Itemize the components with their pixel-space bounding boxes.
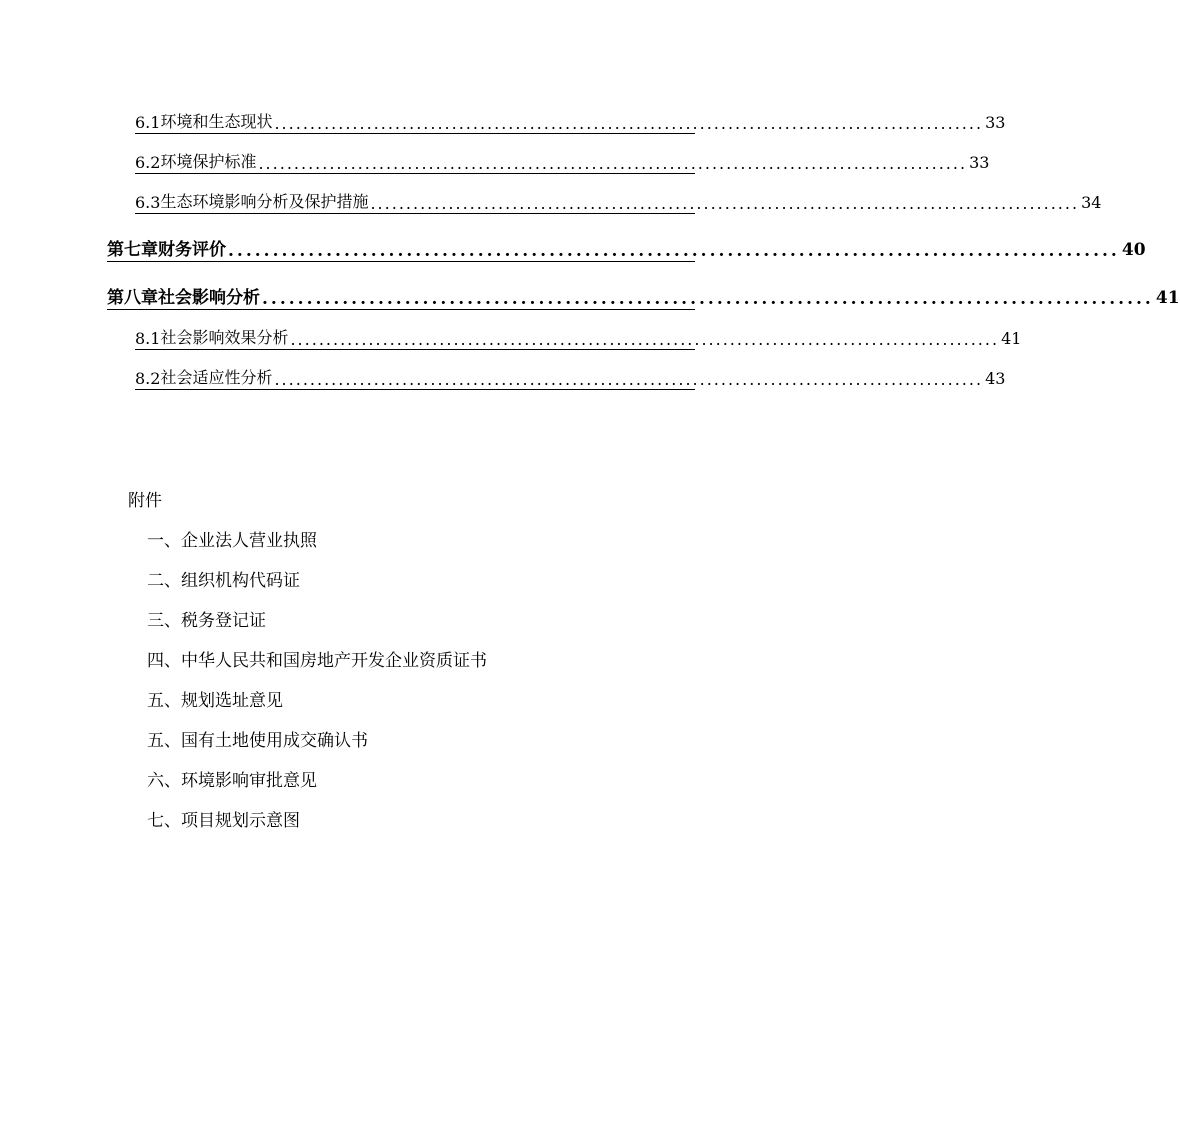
- toc-number: 8.2: [135, 369, 161, 388]
- toc-number: 第八章: [107, 288, 158, 308]
- toc-page-number: 34: [1081, 193, 1102, 212]
- toc-entry-8-1[interactable]: [135, 326, 1022, 350]
- toc-number: 8.1: [135, 329, 161, 348]
- attachment-item: 七、项目规划示意图: [147, 811, 300, 831]
- toc-leader-dots: ....................................................................................................: [228, 241, 1120, 261]
- toc-title: 环境保护标准: [160, 152, 257, 171]
- attachment-item: 六、环境影响审批意见: [147, 771, 317, 791]
- toc-number: 6.2: [135, 153, 161, 172]
- toc-entry-8-2[interactable]: [135, 366, 1006, 390]
- toc-leader-dots: ....................................................................................................: [274, 370, 984, 389]
- toc-title: 社会影响效果分析: [160, 328, 289, 347]
- toc-title: 社会影响分析: [158, 288, 260, 308]
- toc-entry-6-1[interactable]: [135, 110, 1006, 134]
- attachment-item: 五、国有土地使用成交确认书: [147, 731, 368, 751]
- toc-title: 社会适应性分析: [160, 368, 273, 387]
- toc-entry-chapter-7[interactable]: [107, 238, 1146, 262]
- toc-page-number: 41: [1155, 288, 1180, 308]
- toc-page-number: 43: [985, 369, 1006, 388]
- toc-leader-dots: ....................................................................................................: [258, 154, 968, 173]
- attachment-item: 二、组织机构代码证: [147, 571, 300, 591]
- toc-leader-dots: ....................................................................................................: [370, 194, 1080, 213]
- toc-entry-6-3[interactable]: [135, 190, 1102, 214]
- toc-leader-dots: ....................................................................................................: [274, 114, 984, 133]
- toc-title: 环境和生态现状: [160, 112, 273, 131]
- toc-page-number: 40: [1121, 240, 1146, 260]
- toc-page-number: 41: [1001, 329, 1022, 348]
- attachment-item: 五、规划选址意见: [147, 691, 283, 711]
- toc-leader-dots: ....................................................................................................: [262, 289, 1154, 309]
- toc-leader-dots: ....................................................................................................: [290, 330, 1000, 349]
- toc-title: 生态环境影响分析及保护措施: [160, 192, 369, 211]
- attachment-item: 四、中华人民共和国房地产开发企业资质证书: [147, 651, 487, 671]
- attachment-item: 一、企业法人营业执照: [147, 531, 317, 551]
- attachment-item: 三、税务登记证: [147, 611, 266, 631]
- toc-entry-chapter-8[interactable]: [107, 286, 1180, 310]
- toc-page-number: 33: [969, 153, 990, 172]
- toc-entry-6-2[interactable]: [135, 150, 990, 174]
- toc-number: 6.1: [135, 113, 161, 132]
- toc-page-number: 33: [985, 113, 1006, 132]
- toc-title: 财务评价: [158, 240, 226, 260]
- attachments-heading: 附件: [128, 491, 162, 511]
- toc-number: 6.3: [135, 193, 161, 212]
- toc-number: 第七章: [107, 240, 158, 260]
